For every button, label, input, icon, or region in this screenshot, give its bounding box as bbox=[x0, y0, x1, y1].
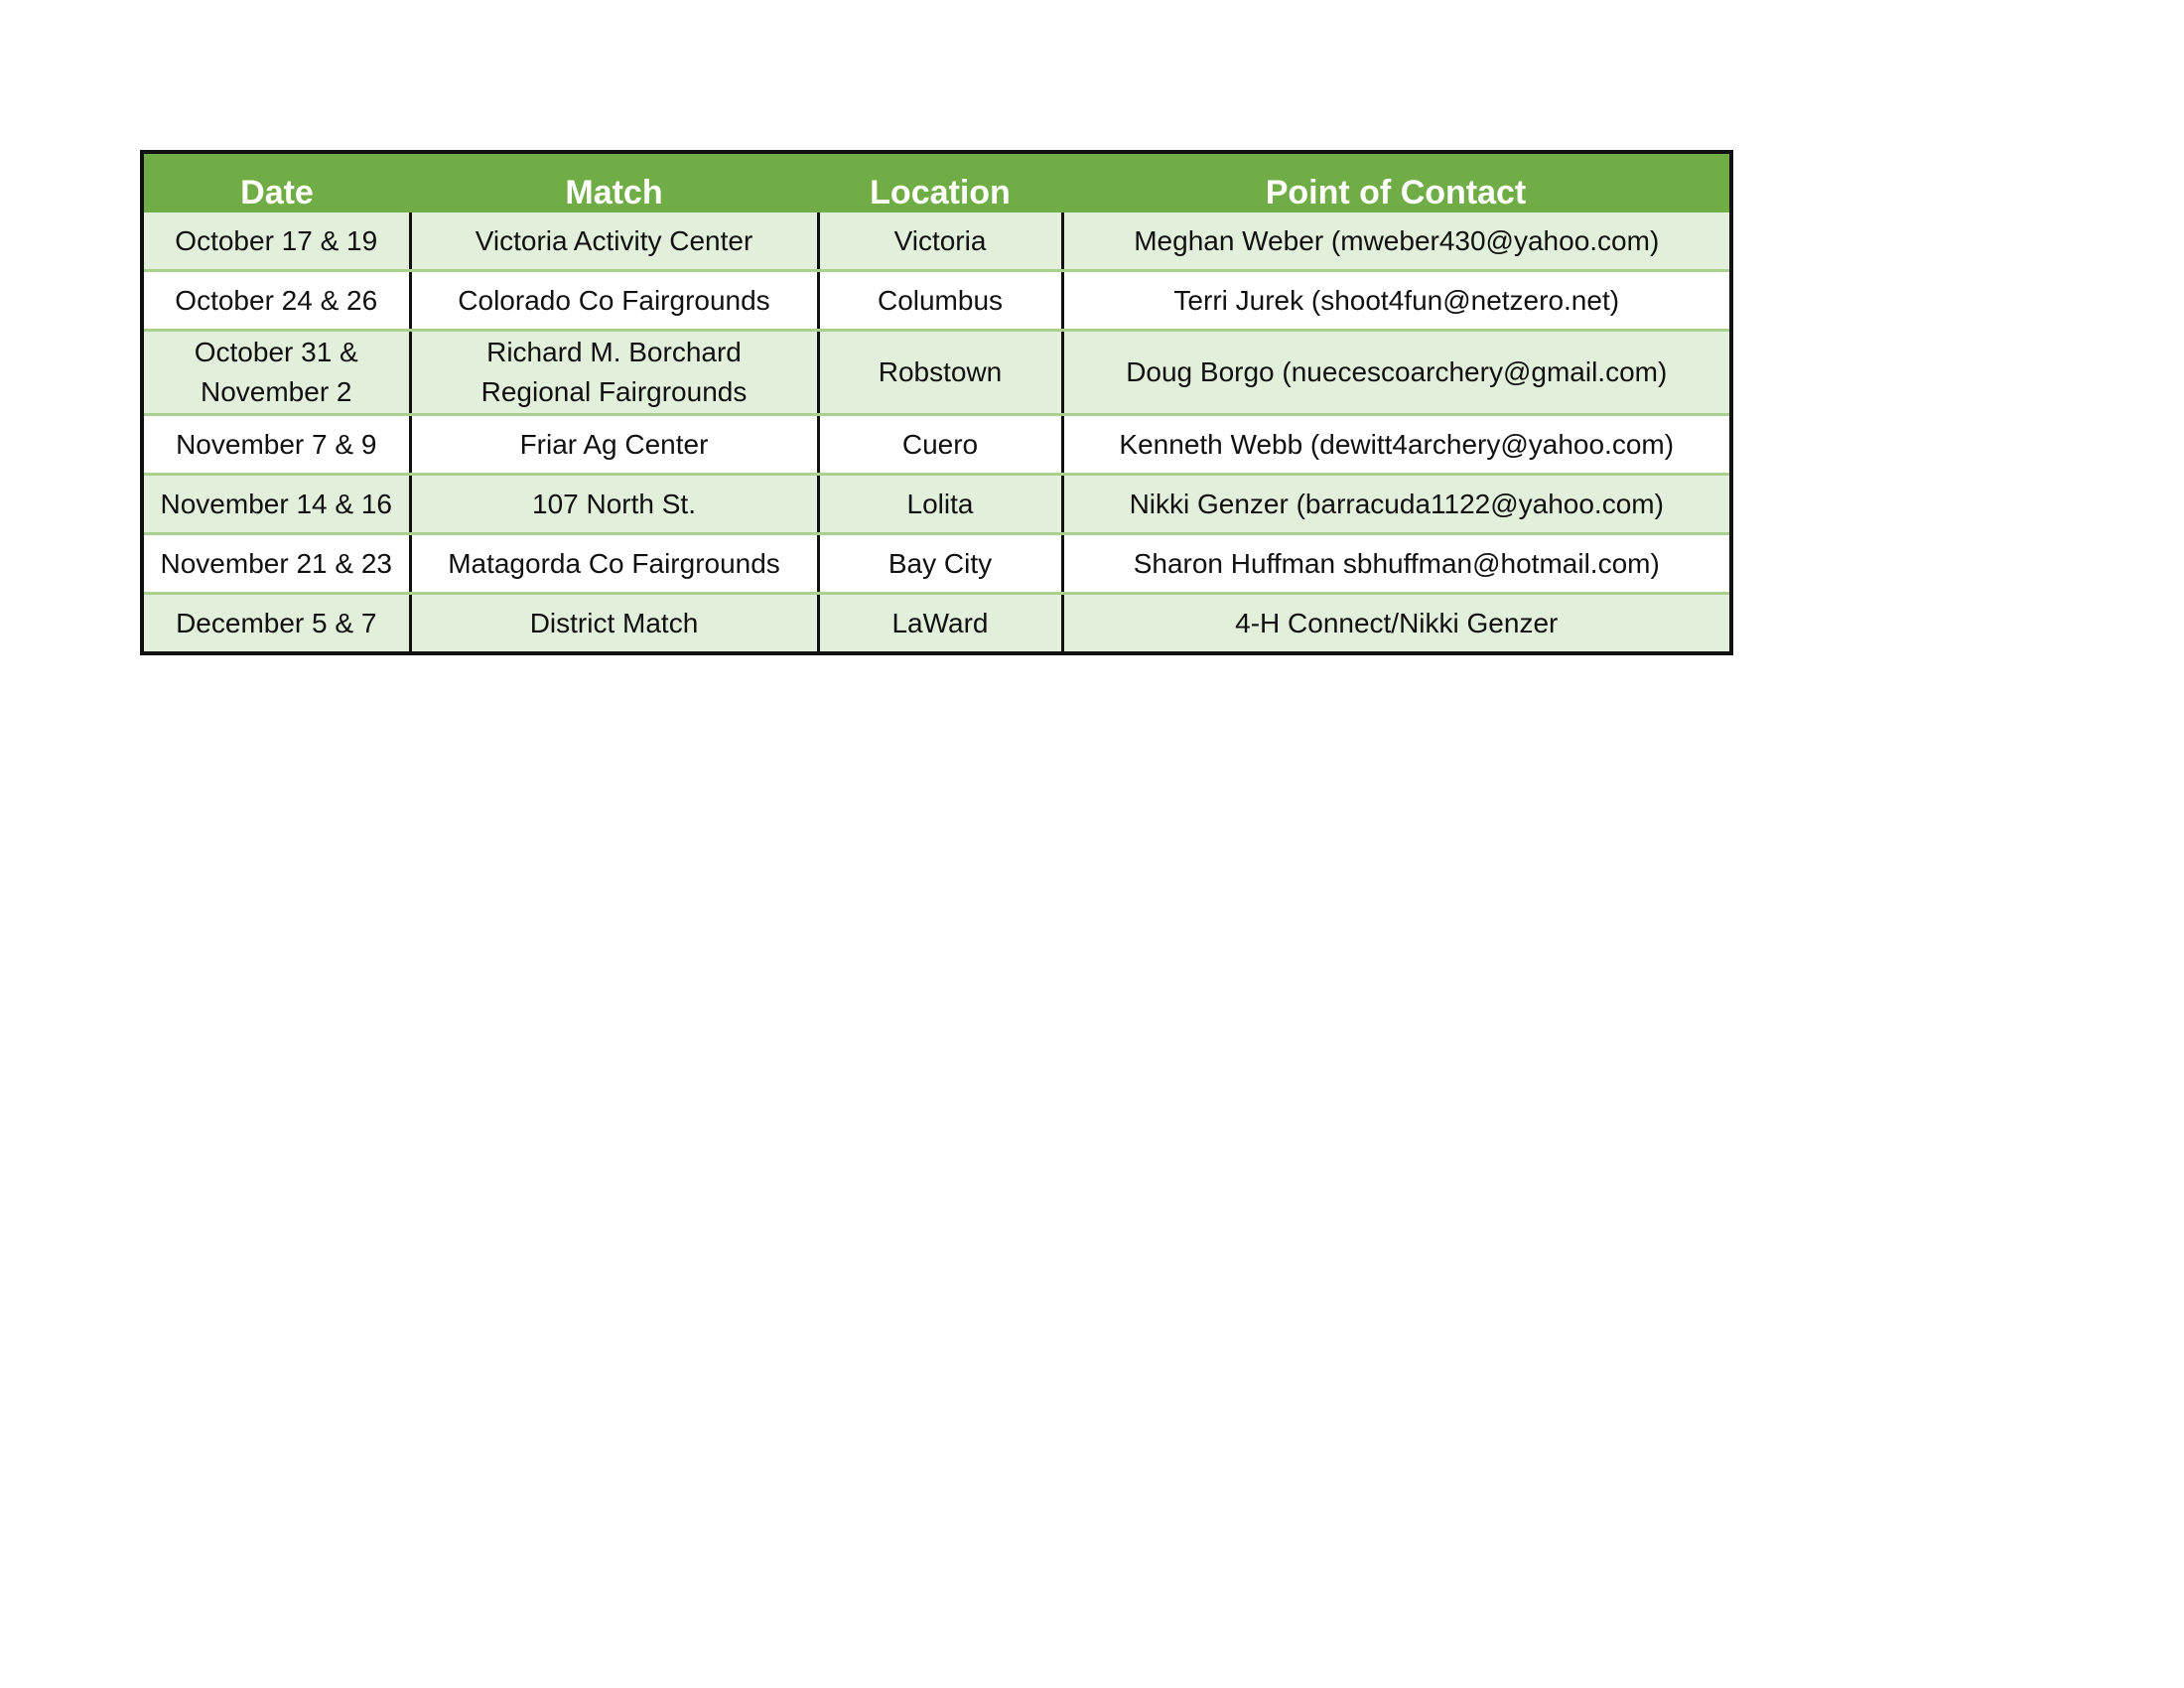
header-row bbox=[142, 152, 1731, 212]
match-cell: Colorado Co Fairgrounds bbox=[410, 271, 818, 331]
contact-cell: Nikki Genzer (barracuda1122@yahoo.com) bbox=[1062, 475, 1731, 534]
date-cell: November 7 & 9 bbox=[142, 415, 410, 475]
match-cell: Friar Ag Center bbox=[410, 415, 818, 475]
table-row bbox=[142, 331, 1731, 415]
location-cell: Bay City bbox=[818, 534, 1062, 594]
date-line: October 31 & bbox=[194, 337, 358, 367]
header-match: Match bbox=[410, 152, 818, 212]
match-line: Regional Fairgrounds bbox=[480, 376, 748, 407]
location-cell: Lolita bbox=[818, 475, 1062, 534]
match-schedule-table bbox=[140, 150, 1733, 655]
location-cell: Cuero bbox=[818, 415, 1062, 475]
match-cell: Victoria Activity Center bbox=[410, 212, 818, 271]
contact-cell: 4-H Connect/Nikki Genzer bbox=[1062, 594, 1731, 654]
date-cell bbox=[142, 331, 410, 415]
date-cell: December 5 & 7 bbox=[142, 594, 410, 654]
contact-cell: Kenneth Webb (dewitt4archery@yahoo.com) bbox=[1062, 415, 1731, 475]
location-cell: Columbus bbox=[818, 271, 1062, 331]
date-cell: October 24 & 26 bbox=[142, 271, 410, 331]
contact-cell: Meghan Weber (mweber430@yahoo.com) bbox=[1062, 212, 1731, 271]
contact-cell: Terri Jurek (shoot4fun@netzero.net) bbox=[1062, 271, 1731, 331]
location-cell: Robstown bbox=[818, 331, 1062, 415]
contact-cell: Doug Borgo (nuecescoarchery@gmail.com) bbox=[1062, 331, 1731, 415]
contact-cell: Sharon Huffman sbhuffman@hotmail.com) bbox=[1062, 534, 1731, 594]
header-point-of-contact: Point of Contact bbox=[1062, 152, 1731, 212]
table-row bbox=[142, 475, 1731, 534]
match-cell: District Match bbox=[410, 594, 818, 654]
location-cell: Victoria bbox=[818, 212, 1062, 271]
match-cell: 107 North St. bbox=[410, 475, 818, 534]
table-row bbox=[142, 534, 1731, 594]
table-row bbox=[142, 594, 1731, 654]
header-date: Date bbox=[142, 152, 410, 212]
table-row bbox=[142, 271, 1731, 331]
date-cell: October 17 & 19 bbox=[142, 212, 410, 271]
location-cell: LaWard bbox=[818, 594, 1062, 654]
match-line: Richard M. Borchard bbox=[486, 337, 742, 367]
date-cell: November 21 & 23 bbox=[142, 534, 410, 594]
date-line: November 2 bbox=[200, 376, 352, 407]
match-cell: Matagorda Co Fairgrounds bbox=[410, 534, 818, 594]
table-row bbox=[142, 212, 1731, 271]
header-location: Location bbox=[818, 152, 1062, 212]
table-header bbox=[142, 152, 1731, 212]
date-cell: November 14 & 16 bbox=[142, 475, 410, 534]
match-cell bbox=[410, 331, 818, 415]
table-row bbox=[142, 415, 1731, 475]
table-body bbox=[142, 212, 1731, 653]
